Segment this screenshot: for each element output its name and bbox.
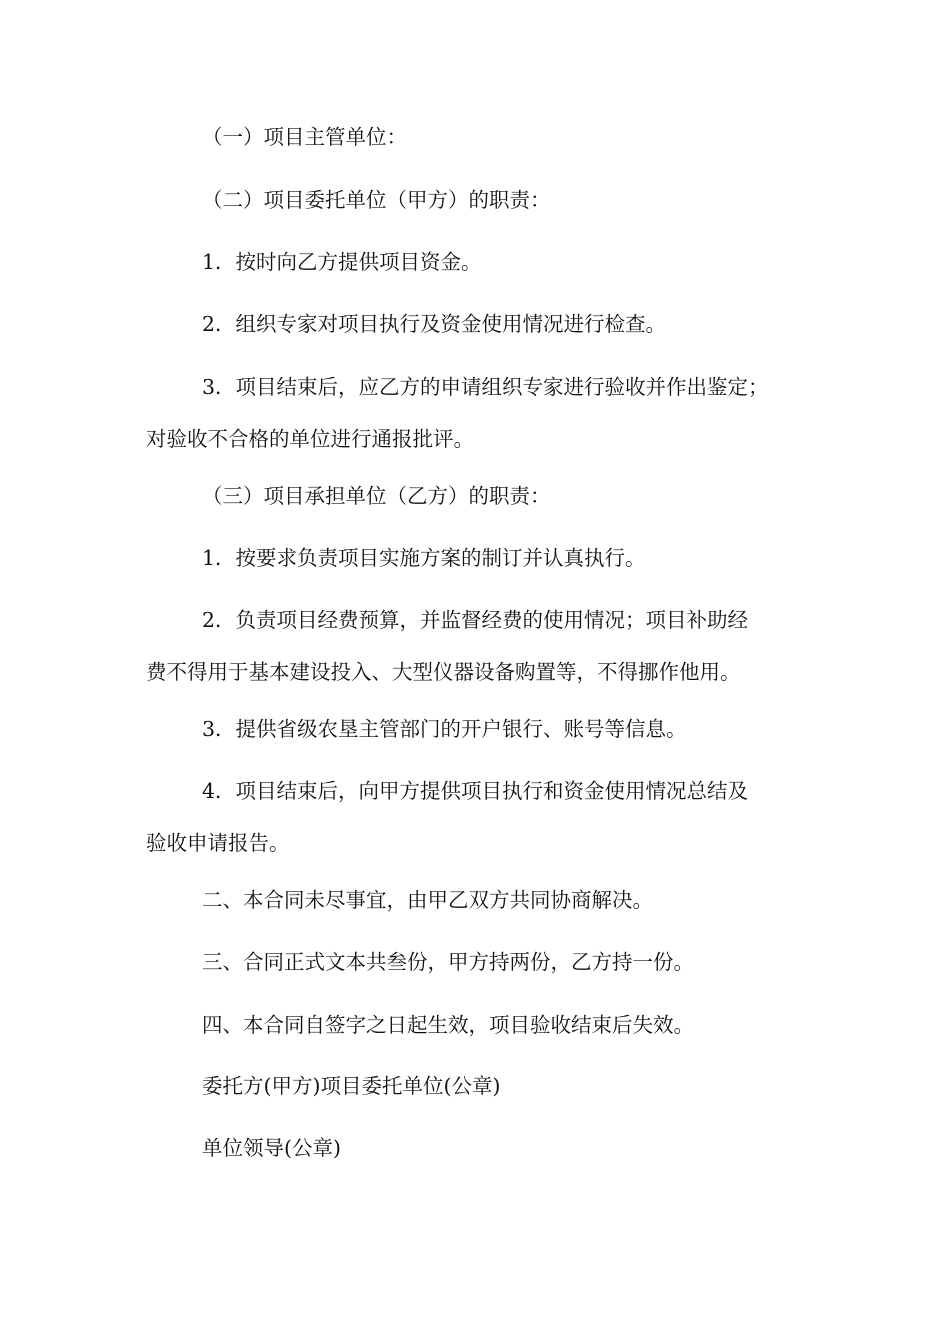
- section-heading-party-a-duties: [146, 190, 862, 211]
- paragraph-text: 1．按要求负责项目实施方案的制订并认真执行。: [202, 546, 646, 570]
- paragraph-text: （三）项目承担单位（乙方）的职责：: [202, 484, 551, 508]
- paragraph-line: 2．负责项目经费预算，并监督经费的使用情况；项目补助经: [202, 608, 749, 632]
- paragraph-line: 费不得用于基本建设投入、大型仪器设备购置等，不得挪作他用。: [146, 660, 741, 684]
- party-a-duty-3: [146, 377, 806, 481]
- clause-two: [146, 890, 862, 911]
- paragraph-line: 3．项目结束后，应乙方的申请组织专家进行验收并作出鉴定；: [202, 375, 769, 399]
- paragraph-text: 3．提供省级农垦主管部门的开户银行、账号等信息。: [202, 717, 687, 741]
- section-heading-supervisor: [146, 127, 862, 148]
- paragraph-line: 对验收不合格的单位进行通报批评。: [146, 427, 474, 451]
- paragraph-text: 二、本合同未尽事宜，由甲乙双方共同协商解决。: [202, 888, 653, 912]
- signature-party-a: [146, 1076, 862, 1097]
- clause-three: [146, 952, 862, 973]
- party-a-duty-1: [146, 252, 862, 273]
- party-b-duty-4: [146, 781, 806, 885]
- paragraph-line: 4．项目结束后，向甲方提供项目执行和资金使用情况总结及: [202, 779, 749, 803]
- section-heading-party-b-duties: [146, 486, 862, 507]
- paragraph-text: （一）项目主管单位：: [202, 125, 407, 149]
- party-b-duty-1: [146, 548, 862, 569]
- signature-unit-leader: [146, 1138, 862, 1159]
- paragraph-text: 2．组织专家对项目执行及资金使用情况进行检查。: [202, 312, 667, 336]
- party-b-duty-2: [146, 610, 806, 714]
- paragraph-text: 单位领导(公章): [202, 1136, 341, 1160]
- paragraph-text: 委托方(甲方)项目委托单位(公章): [202, 1074, 501, 1098]
- paragraph-text: 三、合同正式文本共叁份，甲方持两份，乙方持一份。: [202, 950, 694, 974]
- paragraph-line: 验收申请报告。: [146, 831, 290, 855]
- paragraph-text: 四、本合同自签字之日起生效，项目验收结束后失效。: [202, 1013, 694, 1037]
- paragraph-text: 1．按时向乙方提供项目资金。: [202, 250, 482, 274]
- party-b-duty-3: [146, 719, 862, 740]
- clause-four: [146, 1015, 862, 1036]
- paragraph-text: （二）项目委托单位（甲方）的职责：: [202, 188, 551, 212]
- party-a-duty-2: [146, 314, 862, 335]
